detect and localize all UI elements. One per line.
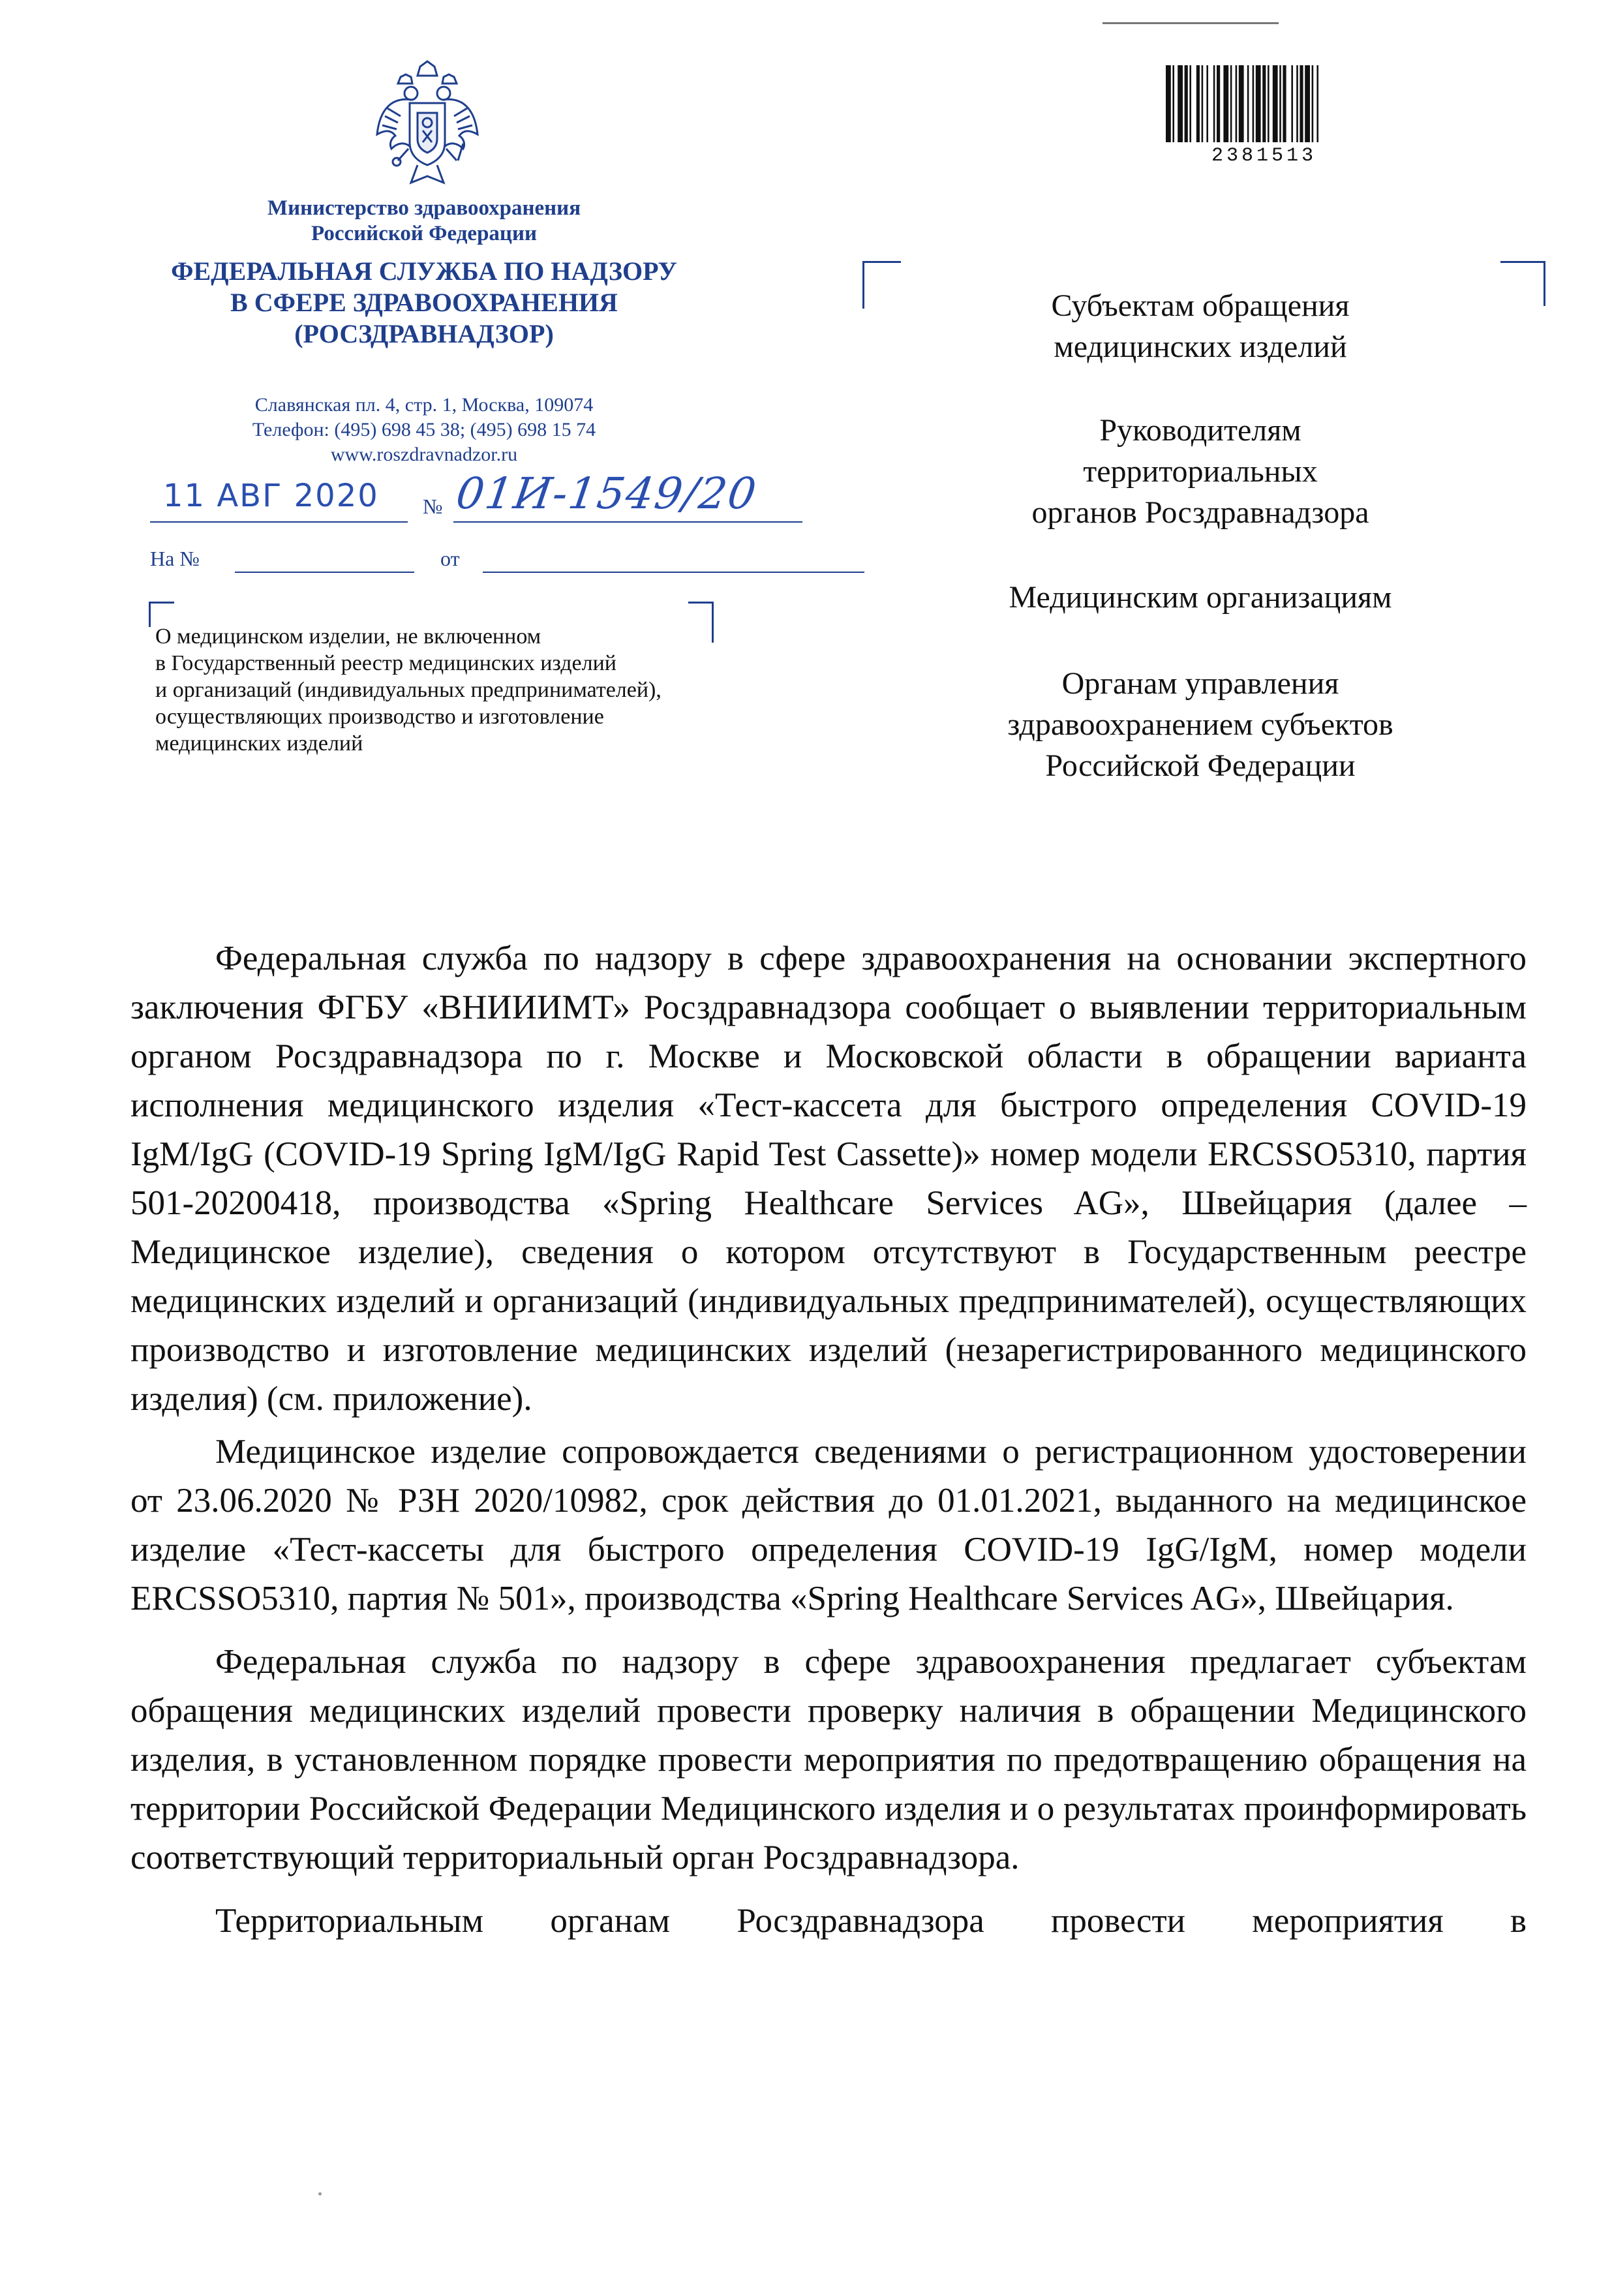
ref-number-label: На № bbox=[150, 547, 200, 570]
ref-date-line bbox=[483, 572, 864, 573]
barcode-bar bbox=[1223, 65, 1228, 142]
barcode-bar bbox=[1206, 65, 1208, 142]
barcode-bar bbox=[1236, 65, 1238, 142]
handwritten-number: 01И-1549/20 bbox=[453, 468, 761, 519]
addressee-bracket-left bbox=[862, 261, 901, 309]
scan-edge-line bbox=[1103, 22, 1279, 24]
ref-number-line bbox=[235, 572, 414, 573]
barcode-bar bbox=[1305, 65, 1310, 142]
ref-from-label: от bbox=[440, 547, 460, 570]
barcode-bar bbox=[1172, 65, 1174, 142]
barcode-bar bbox=[1253, 65, 1255, 142]
barcode-bar bbox=[1239, 65, 1244, 142]
addressee-3: Медицинским организациям bbox=[1009, 580, 1392, 615]
barcode-bar bbox=[1213, 65, 1215, 142]
barcode-bar bbox=[1291, 65, 1293, 142]
sender-phone: Телефон: (495) 698 45 38; (495) 698 15 74 bbox=[252, 419, 596, 440]
barcode-bar bbox=[1279, 65, 1281, 142]
addressee-bracket-right bbox=[1500, 261, 1545, 306]
barcode-number: 2381513 bbox=[1211, 145, 1317, 167]
service-name: ФЕДЕРАЛЬНАЯ СЛУЖБА ПО НАДЗОРУ В СФЕРЕ ЗДРАВООХРАНЕНИЯ (РОСЗДРАВНАДЗОР) bbox=[171, 256, 677, 348]
russian-coat-of-arms-icon bbox=[372, 57, 483, 188]
barcode-icon bbox=[1164, 65, 1363, 142]
barcode-bar bbox=[1262, 65, 1266, 142]
number-underline bbox=[453, 521, 802, 523]
body-paragraph-3: Федеральная служба по надзору в сфере здравоохранения предлагает субъектам обращения медицинских изделий провести проверку наличия в обращении Медицинского изделия, в установленном порядке провести мероприятия по предотвращению обращения на территории Российской Федерации Медицинского изделия и о результатах проинформировать соответствующий территориальный орган Росздравнадзора. bbox=[130, 1643, 1527, 1876]
date-stamp: 11 АВГ 2020 bbox=[163, 478, 379, 514]
barcode-bar bbox=[1296, 65, 1298, 142]
barcode-bar bbox=[1166, 65, 1171, 142]
barcode-bar bbox=[1189, 65, 1191, 142]
barcode-bar bbox=[1230, 65, 1232, 142]
sender-address: Славянская пл. 4, стр. 1, Москва, 109074 bbox=[254, 394, 594, 416]
addressee-4: Органам управления здравоохранением субъектов Российской Федерации bbox=[1007, 666, 1393, 783]
barcode-bar bbox=[1185, 65, 1188, 142]
barcode-bar bbox=[1316, 65, 1318, 142]
addressee-2: Руководителям территориальных органов Росздравнадзора bbox=[1031, 413, 1369, 530]
body-paragraph-2: Медицинское изделие сопровождается сведениями о регистрационном удостоверении от 23.06.2020 № РЗН 2020/10982, срок действия до 01.01.2021, выданного на медицинское изделие «Тест-кассеты для быстрого определения COVID-19 IgG/IgM, номер модели ERCSSO5310, партия № 501», производства «Spring Healthcare Services AG», Швейцария. bbox=[130, 1433, 1527, 1617]
sender-website: www.roszdravnadzor.ru bbox=[330, 444, 518, 465]
barcode-bar bbox=[1283, 65, 1286, 142]
body-paragraph-1: Федеральная служба по надзору в сфере здравоохранения на основании экспертного заключения ФГБУ «ВНИИИМТ» Росздравнадзора сообщает о выявлении территориальным органом Росздравнадзора по г. Москве и Московской области в обращении варианта исполнения медицинского изделия «Тест-кассета для быстрого определения COVID-19 IgM/IgG (COVID-19 Spring IgM/IgG Rapid Test Cassette)» номер модели ERCSSO5310, партия 501-20200418, производства «Spring Healthcare Services AG», Швейцария (далее – Медицинское изделие), сведения о котором отсутствуют в Государственным реестре медицинских изделий и организаций (индивидуальных предпринимателей), осуществляющих производство и изготовление медицинских изделий (незарегистрированного медицинского изделия) (см. приложение). bbox=[130, 940, 1527, 1418]
barcode-bar bbox=[1268, 65, 1270, 142]
reference-row bbox=[150, 547, 737, 579]
number-label: № bbox=[423, 495, 443, 518]
letter-subject: О медицинском изделии, не включенном в Государственный реестр медицинских изделий и организаций (индивидуальных предпринимателей), осуществляющих производство и изготовление медицинских изделий bbox=[155, 624, 662, 756]
letter-body bbox=[130, 934, 1527, 1946]
registration-row bbox=[150, 468, 802, 527]
barcode-bar bbox=[1178, 65, 1183, 142]
ministry-name: Министерство здравоохранения Российской Федерации bbox=[267, 196, 581, 245]
barcode-bar bbox=[1196, 65, 1200, 142]
sender-contacts bbox=[137, 393, 711, 467]
addressee-1: Субъектам обращения медицинских изделий bbox=[1051, 288, 1350, 364]
body-paragraph-4: Территориальным органам Росздравнадзора провести мероприятия в bbox=[215, 1902, 1527, 1940]
barcode-bar bbox=[1273, 65, 1278, 142]
barcode-bar bbox=[1300, 65, 1303, 142]
barcode-bar bbox=[1202, 65, 1204, 142]
scan-speck bbox=[318, 2192, 322, 2196]
date-underline bbox=[150, 521, 408, 523]
barcode-bar bbox=[1256, 65, 1261, 142]
barcode-bar bbox=[1217, 65, 1220, 142]
barcode-bar bbox=[1312, 65, 1314, 142]
barcode-bar bbox=[1247, 65, 1249, 142]
